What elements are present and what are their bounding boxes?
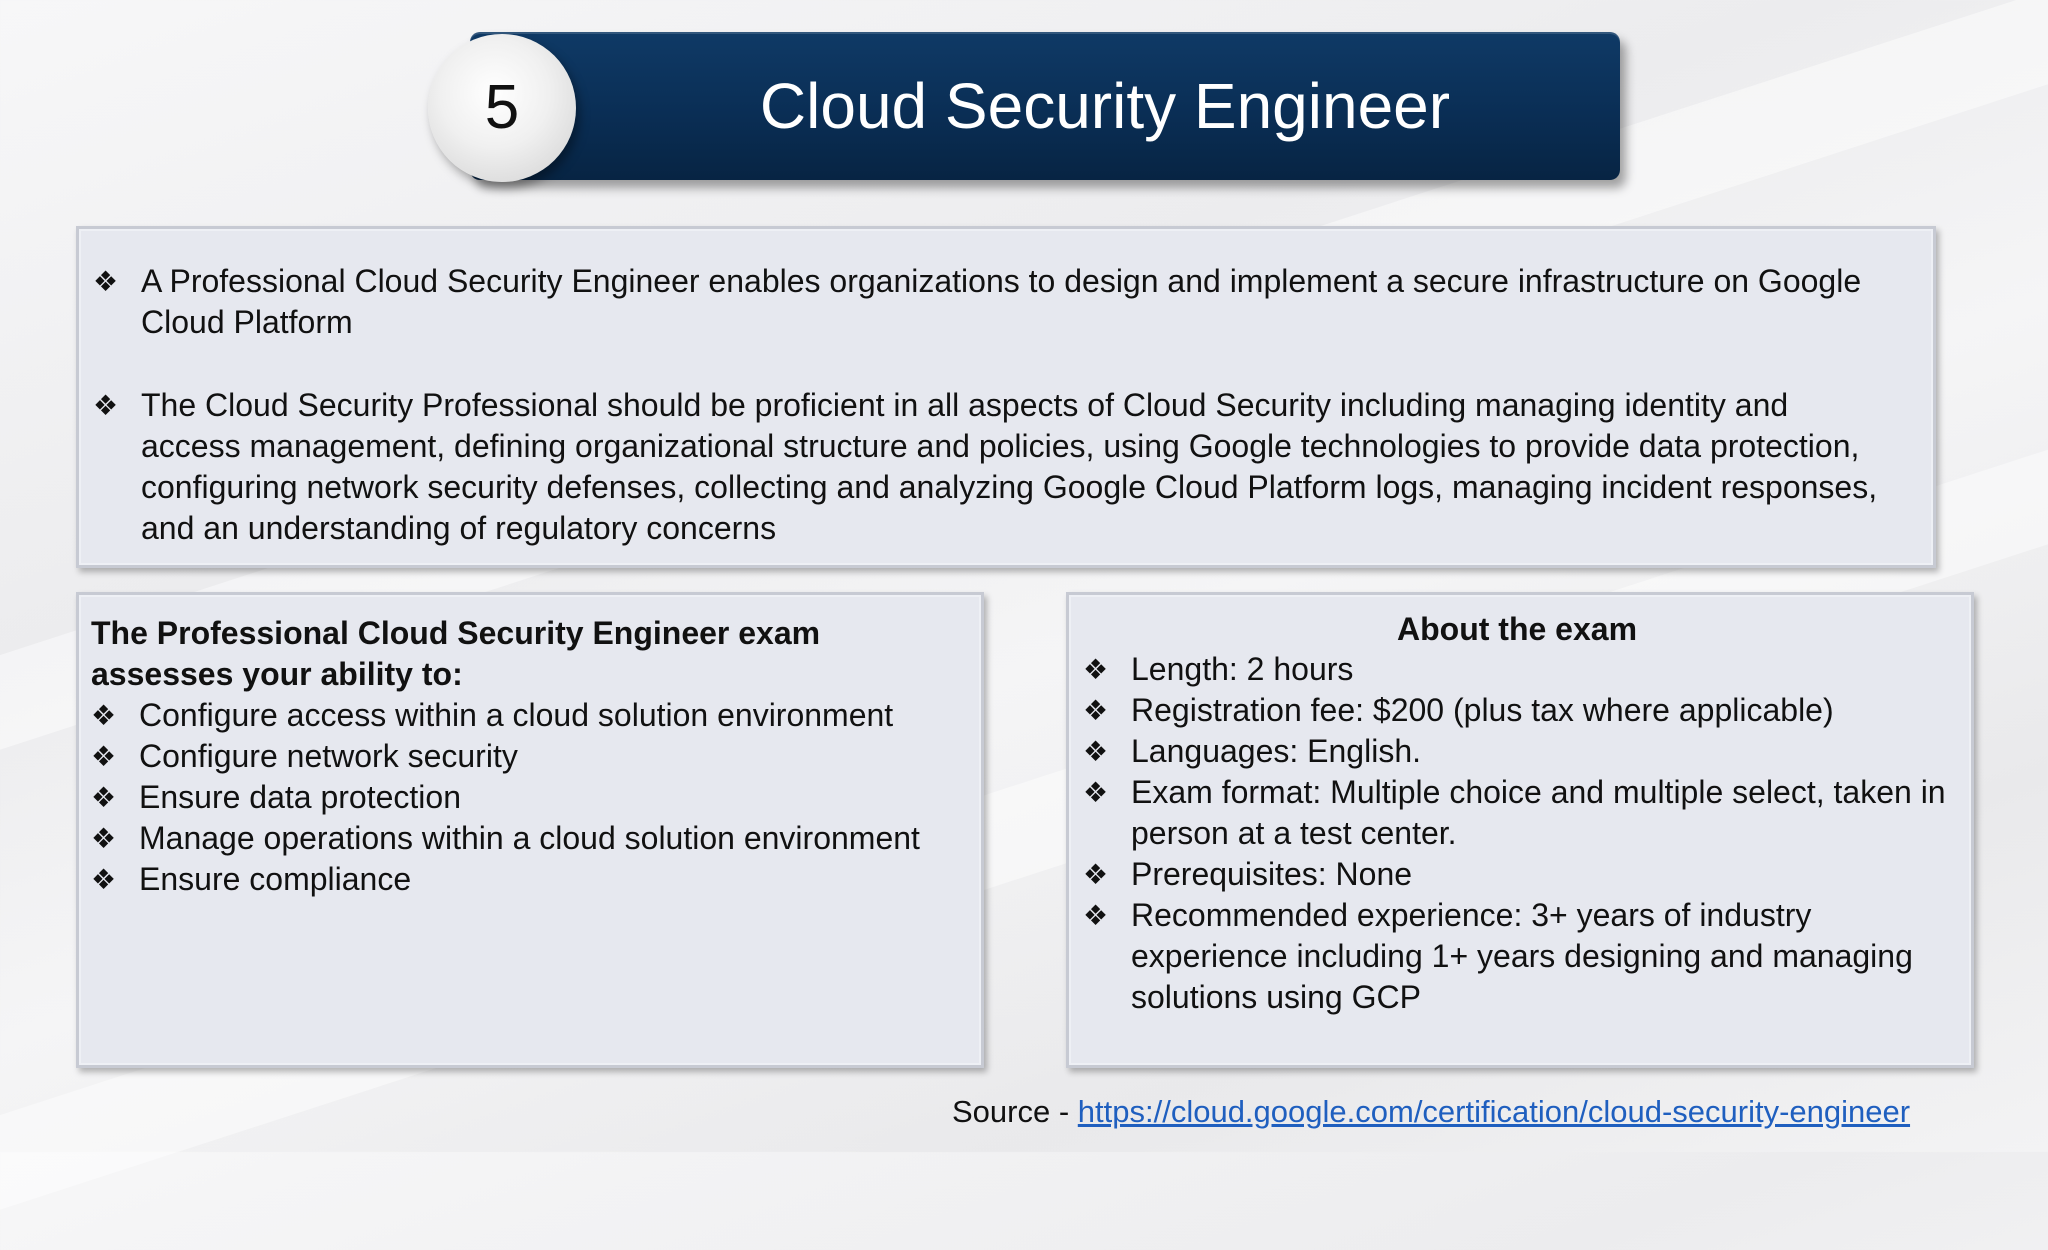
list-item xyxy=(91,818,961,859)
abilities-heading: The Professional Cloud Security Engineer exam assesses your ability to: xyxy=(91,615,821,692)
bullet-diamond-icon: ❖ xyxy=(91,741,117,772)
list-item xyxy=(93,261,1893,343)
list-item xyxy=(1083,895,1951,1018)
list-item-text: Configure access within a cloud solution environment xyxy=(139,697,894,733)
list-item-text: Length: 2 hours xyxy=(1131,651,1354,687)
list-item xyxy=(1083,772,1951,854)
bullet-diamond-icon: ❖ xyxy=(1083,859,1109,890)
list-item-text: A Professional Cloud Security Engineer enables organizations to design and implement a secure infrastructure on Google Cloud Platform xyxy=(141,263,1862,340)
source-link[interactable]: https://cloud.google.com/certification/cloud-security-engineer xyxy=(1077,1094,1911,1129)
bullet-diamond-icon: ❖ xyxy=(93,390,119,421)
exam-list xyxy=(1083,649,1951,1018)
source-note xyxy=(952,1092,1910,1132)
list-item-text: Languages: English. xyxy=(1131,733,1421,769)
bullet-diamond-icon: ❖ xyxy=(91,700,117,731)
bullet-diamond-icon: ❖ xyxy=(1083,654,1109,685)
source-label: Source - xyxy=(952,1094,1078,1129)
list-item-text: Manage operations within a cloud solution environment xyxy=(139,820,920,856)
list-item-text: Registration fee: $200 (plus tax where applicable) xyxy=(1131,692,1834,728)
list-item-text: Ensure compliance xyxy=(139,861,412,897)
list-item-text: Exam format: Multiple choice and multiple select, taken in person at a test center. xyxy=(1131,774,1946,851)
abilities-list xyxy=(91,695,961,900)
list-item xyxy=(1083,690,1951,731)
bullet-diamond-icon: ❖ xyxy=(1083,777,1109,808)
list-item xyxy=(1083,731,1951,772)
section-number-badge: 5 xyxy=(428,34,576,182)
list-item-text: Recommended experience: 3+ years of industry experience including 1+ years designing and managing solutions using GCP xyxy=(1131,897,1913,1015)
list-item-text: Ensure data protection xyxy=(139,779,461,815)
bullet-diamond-icon: ❖ xyxy=(1083,736,1109,767)
abilities-panel xyxy=(76,592,984,1068)
bullet-diamond-icon: ❖ xyxy=(1083,695,1109,726)
list-item xyxy=(1083,649,1951,690)
list-item-text: Configure network security xyxy=(139,738,518,774)
intro-list xyxy=(93,261,1893,549)
list-item-text: Prerequisites: None xyxy=(1131,856,1413,892)
list-item xyxy=(91,777,961,818)
list-item xyxy=(91,736,961,777)
title-banner xyxy=(470,32,1620,180)
list-item-text: The Cloud Security Professional should be proficient in all aspects of Cloud Security including managing identity and access management, defining organizational structure and policies, using Google technologies to provide data protection, configuring network security defenses, collecting and analyzing Google Cloud Platform logs, managing incident responses, and an understanding of regulatory concerns xyxy=(141,387,1878,546)
bullet-diamond-icon: ❖ xyxy=(91,864,117,895)
exam-heading: About the exam xyxy=(1396,611,1638,647)
bullet-diamond-icon: ❖ xyxy=(91,782,117,813)
list-item xyxy=(93,385,1893,549)
list-item xyxy=(1083,854,1951,895)
bullet-diamond-icon: ❖ xyxy=(1083,900,1109,931)
exam-panel xyxy=(1066,592,1974,1068)
list-item xyxy=(91,859,961,900)
list-item xyxy=(91,695,961,736)
intro-panel xyxy=(76,226,1936,568)
page-title: Cloud Security Engineer xyxy=(759,70,1451,142)
bullet-diamond-icon: ❖ xyxy=(91,823,117,854)
bullet-diamond-icon: ❖ xyxy=(93,266,119,297)
